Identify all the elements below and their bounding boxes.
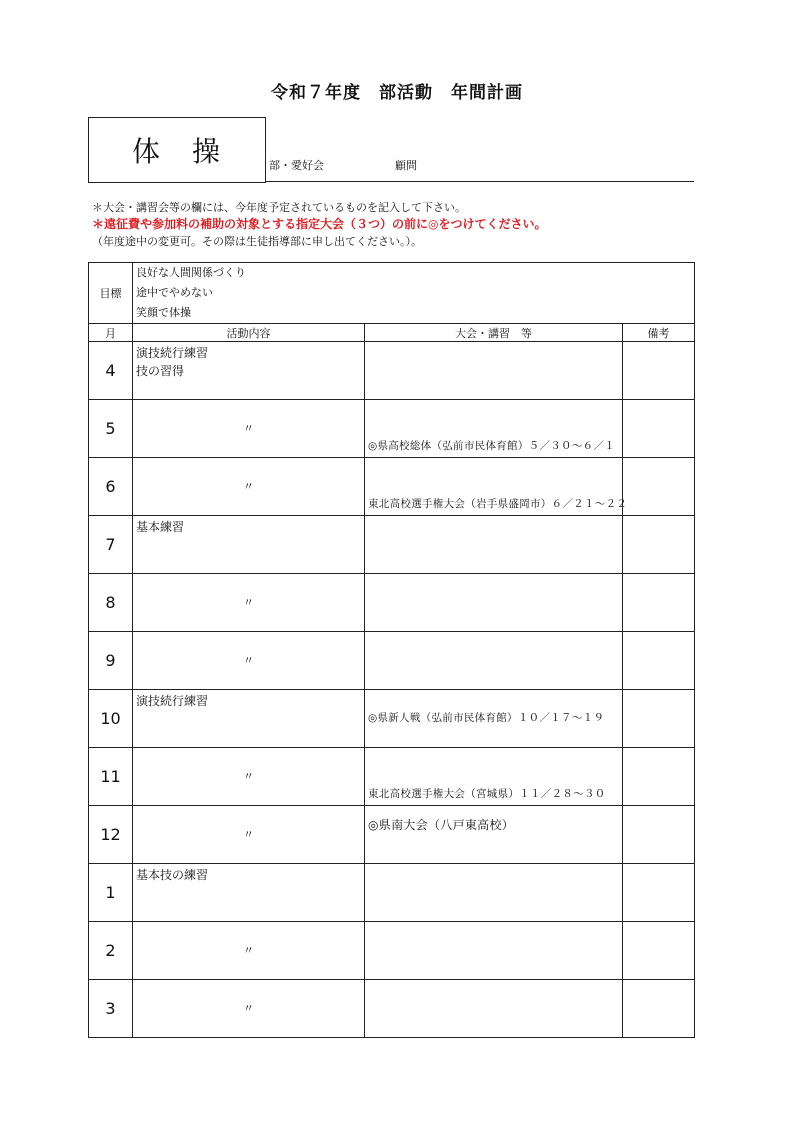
ditto-mark: 〃 xyxy=(243,944,254,957)
month-cell: 3 xyxy=(89,980,133,1038)
competition-text: ◎県新人戦（弘前市民体育館）１０／１７～１９ xyxy=(368,712,605,724)
competition-cell xyxy=(365,922,623,980)
remarks-cell xyxy=(623,980,695,1038)
table-row xyxy=(89,806,695,864)
activity-cell xyxy=(133,864,365,922)
annual-plan-table xyxy=(88,262,695,1038)
remarks-cell xyxy=(623,748,695,806)
month-cell: 7 xyxy=(89,516,133,574)
remarks-cell xyxy=(623,632,695,690)
activity-text: 基本技の練習 xyxy=(136,868,209,882)
table-row xyxy=(89,864,695,922)
ditto-mark: 〃 xyxy=(243,480,254,493)
activity-cell xyxy=(133,342,365,400)
note-line-2: ＊遠征費や参加料の補助の対象とする指定大会（３つ）の前に◎をつけてください。 xyxy=(92,217,547,231)
remarks-cell xyxy=(623,342,695,400)
month-cell: 2 xyxy=(89,922,133,980)
activity-cell xyxy=(133,632,365,690)
table-row xyxy=(89,690,695,748)
month-cell: 9 xyxy=(89,632,133,690)
table-row xyxy=(89,516,695,574)
remarks-header: 備考 xyxy=(623,324,695,342)
note-line-1: ＊大会・講習会等の欄には、今年度予定されているものを記入して下さい。 xyxy=(92,201,466,214)
competition-cell xyxy=(365,342,623,400)
table-row xyxy=(89,632,695,690)
ditto-mark: 〃 xyxy=(243,596,254,609)
page-title: 令和７年度 部活動 年間計画 xyxy=(271,83,523,103)
remarks-cell xyxy=(623,516,695,574)
activity-cell xyxy=(133,574,365,632)
club-name-box: 体 操 xyxy=(88,117,266,183)
competition-cell xyxy=(365,574,623,632)
activity-cell xyxy=(133,458,365,516)
remarks-cell xyxy=(623,574,695,632)
club-suffix: 部・愛好会 xyxy=(269,159,324,172)
ditto-mark: 〃 xyxy=(243,654,254,667)
competition-cell xyxy=(365,864,623,922)
ditto-mark: 〃 xyxy=(243,422,254,435)
table-row xyxy=(89,458,695,516)
activity-cell xyxy=(133,400,365,458)
table-row xyxy=(89,574,695,632)
competition-text: ◎県南大会（八戸東高校） xyxy=(368,818,515,832)
competition-cell xyxy=(365,980,623,1038)
month-cell: 12 xyxy=(89,806,133,864)
activity-cell xyxy=(133,806,365,864)
month-cell: 11 xyxy=(89,748,133,806)
remarks-cell xyxy=(623,400,695,458)
activity-text: 演技続行練習 xyxy=(136,694,209,708)
competition-text: 東北高校選手権大会（岩手県盛岡市）６／２１～２２ xyxy=(368,498,628,510)
competition-cell xyxy=(365,806,623,864)
ditto-mark: 〃 xyxy=(243,828,254,841)
header-underline xyxy=(266,181,694,182)
table-row xyxy=(89,922,695,980)
remarks-cell xyxy=(623,922,695,980)
remarks-cell xyxy=(623,806,695,864)
competition-cell xyxy=(365,516,623,574)
ditto-mark: 〃 xyxy=(243,770,254,783)
goal-item: 良好な人間関係づくり xyxy=(136,266,246,279)
competitions-header: 大会・講習 等 xyxy=(365,324,623,342)
month-cell: 5 xyxy=(89,400,133,458)
month-cell: 1 xyxy=(89,864,133,922)
activity-cell xyxy=(133,516,365,574)
ditto-mark: 〃 xyxy=(243,1002,254,1015)
activity-header: 活動内容 xyxy=(133,324,365,342)
activity-cell xyxy=(133,748,365,806)
month-cell: 10 xyxy=(89,690,133,748)
competition-cell xyxy=(365,458,628,516)
month-cell: 4 xyxy=(89,342,133,400)
competition-text: 東北高校選手権大会（宮城県）１１／２８～３０ xyxy=(368,788,606,800)
advisor-label: 顧問 xyxy=(395,159,417,172)
activity-cell xyxy=(133,980,365,1038)
activity-text: 演技続行練習 技の習得 xyxy=(136,346,209,378)
table-header-row xyxy=(89,324,695,342)
goal-row xyxy=(89,263,695,324)
competition-cell xyxy=(365,748,623,806)
remarks-cell xyxy=(623,458,695,516)
goal-list xyxy=(133,263,695,324)
competition-cell xyxy=(365,400,623,458)
remarks-cell xyxy=(623,690,695,748)
table-row xyxy=(89,342,695,400)
table-row xyxy=(89,980,695,1038)
goal-item: 途中でやめない xyxy=(136,286,213,299)
goal-item: 笑顔で体操 xyxy=(136,306,191,319)
table-row xyxy=(89,400,695,458)
note-line-3: （年度途中の変更可。その際は生徒指導部に申し出てください。）。 xyxy=(92,235,422,248)
month-header: 月 xyxy=(89,324,133,342)
competition-text: ◎県高校総体（弘前市民体育館）５／３０～６／１ xyxy=(368,440,616,452)
competition-cell xyxy=(365,632,623,690)
activity-cell xyxy=(133,922,365,980)
activity-text: 基本練習 xyxy=(136,520,185,534)
table-row xyxy=(89,748,695,806)
activity-cell xyxy=(133,690,365,748)
month-cell: 6 xyxy=(89,458,133,516)
competition-cell xyxy=(365,690,623,748)
remarks-cell xyxy=(623,864,695,922)
goal-label: 目標 xyxy=(89,263,133,324)
month-cell: 8 xyxy=(89,574,133,632)
